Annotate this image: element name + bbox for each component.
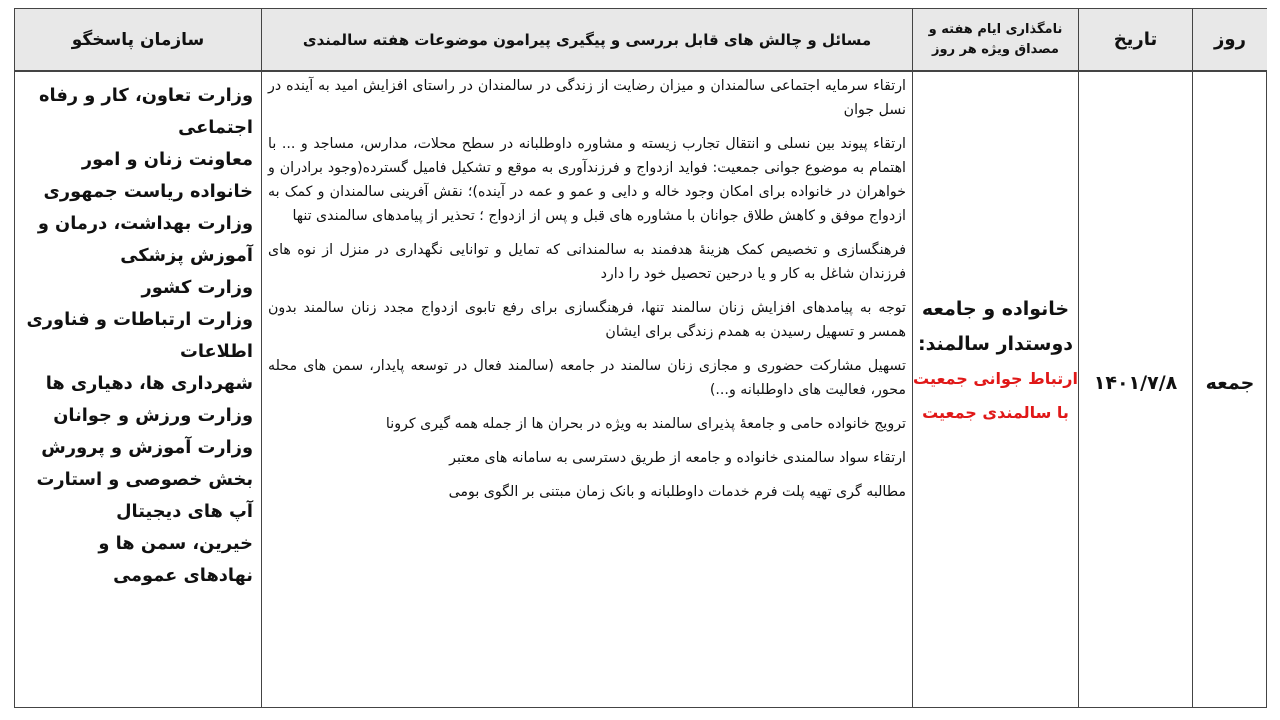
issue-item: تسهیل مشارکت حضوری و مجازی زنان سالمند در جامعه (سالمند فعال در توسعه پایدار، سمن های محله محور، فعالیت های داوطلبانه و...) [268,358,906,398]
issue-item: مطالبه گری تهیه پلت فرم خدمات داوطلبانه و بانک زمان مبتنی بر الگوی بومی [448,484,906,500]
cell-date [1079,72,1192,707]
org-item: خیرین، سمن ها و نهادهای عمومی [98,533,253,586]
issue-item: توجه به پیامدهای افزایش زنان سالمند تنها، فرهنگسازی برای رفع تابوی ازدواج مجدد زنان سالمند بدون همسر و تسهیل رسیدن به همدم زندگی برای ایشان [268,300,906,340]
org-item: وزارت ورزش و جوانان [53,405,253,426]
schedule-table [14,8,1267,708]
org-item: بخش خصوصی و استارت آپ های دیجیتال [36,469,253,522]
header-issues: مسائل و چالش های قابل بررسی و پیگیری پیرامون موضوعات هفته سالمندی [262,9,912,70]
org-item: شهرداری ها، دهیاری ها [45,373,253,394]
issues-list [268,74,906,514]
header-day: روز [1193,9,1267,70]
naming-block [913,292,1078,430]
naming-title: خانواده و جامعه دوستدار سالمند: [917,298,1074,355]
org-item: وزارت ارتباطات و فناوری اطلاعات [26,309,253,362]
issue-item: ارتقاء سواد سالمندی خانواده و جامعه از طریق دسترسی به سامانه های معتبر [449,450,906,466]
org-list [23,80,253,592]
org-item: وزارت بهداشت، درمان و آموزش پزشکی [37,213,253,266]
header-naming: نامگذاری ایام هفته و مصداق ویژه هر روز [913,9,1078,70]
day-value: جمعه [1205,372,1255,394]
org-item: وزارت کشور [141,277,253,298]
cell-org [15,72,261,707]
issue-item: ارتقاء پیوند بین نسلی و انتقال تجارب زیسته و مشاوره داوطلبانه در سطح محلات، مدارس، مساجد و ... با اهتمام به موضوع جوانی جمعیت: فواید ازدواج و فرزندآوری به موقع و تشکیل فامیل گسترده(وجود برادران و خواهران در خانواده برای امکان وجود خاله و دایی و عمو و عمه در آینده)؛ نقش آفرینی سالمندان و کمک به ازدواج موفق و کاهش طلاق جوانان با مشاوره های قبل و پس از ازدواج ؛ تحذیر از پیامدهای سالمندی تنها [268,136,906,224]
issue-item: ارتقاء سرمایه اجتماعی سالمندان و میزان رضایت از زندگی در سالمندان در راستای افزایش امید به آینده در نسل جوان [268,78,906,118]
naming-highlight: ارتباط جوانی جمعیت با سالمندی جمعیت [913,369,1078,422]
org-item: وزارت تعاون، کار و رفاه اجتماعی [39,85,253,138]
date-value: ۱۴۰۱/۷/۸ [1093,372,1178,394]
issue-item: ترویج خانواده حامی و جامعهٔ پذیرای سالمند به ویژه در بحران ها از جمله همه گیری کرونا [385,416,906,432]
header-date: تاریخ [1079,9,1192,70]
issue-item: فرهنگسازی و تخصیص کمک هزینهٔ هدفمند به سالمندانی که تمایل و توانایی نگهداری در منزل از نوه های فرزندان شاغل به کار و یا درحین تحصیل خود را دارد [268,242,906,282]
header-org: سازمان پاسخگو [15,9,261,70]
cell-issues [262,72,912,707]
cell-day [1193,72,1267,707]
cell-naming [913,72,1078,707]
org-item: وزارت آموزش و پرورش [41,437,253,458]
org-item: معاونت زنان و امور خانواده ریاست جمهوری [43,149,253,202]
